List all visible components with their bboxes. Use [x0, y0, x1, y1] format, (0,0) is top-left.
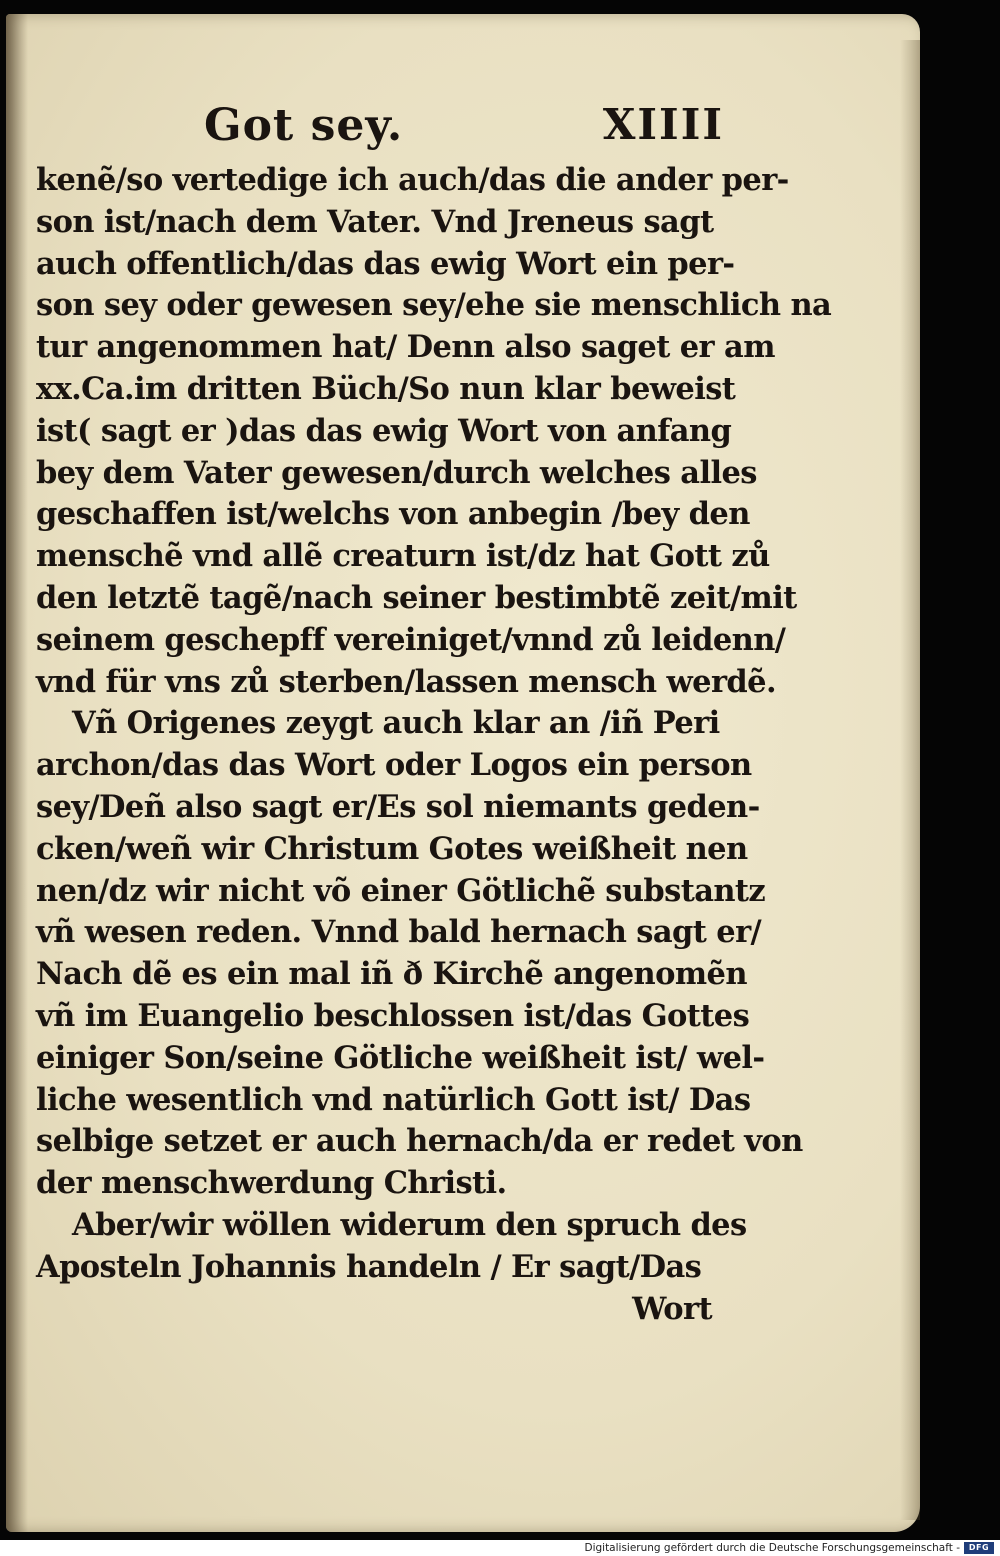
- text-line: bey dem Vater gewesen/durch welches alles: [36, 454, 757, 491]
- text-line: liche wesentlich vnd natürlich Gott ist/ Das: [36, 1081, 751, 1118]
- running-head: [36, 96, 726, 160]
- text-line: son sey oder gewesen sey/ehe sie menschlich na: [36, 287, 832, 324]
- text-line-paragraph-start: Vñ Origenes zeygt auch klar an /iñ Peri: [72, 705, 720, 742]
- text-line: Aposteln Johannis handeln / Er sagt/Das: [36, 1248, 702, 1285]
- text-line: selbige setzet er auch hernach/da er redet von: [36, 1123, 803, 1160]
- text-line: tur angenommen hat/ Denn also saget er am: [36, 329, 775, 366]
- text-line: vñ wesen reden. Vnnd bald hernach sagt er/: [36, 914, 762, 951]
- text-line: sey/Deñ also sagt er/Es sol niemants geden-: [36, 788, 760, 825]
- text-line: Nach dẽ es ein mal iñ ð Kirchẽ angenomẽn: [36, 956, 747, 993]
- text-line: den letztẽ tagẽ/nach seiner bestimbtẽ zeit/mit: [36, 579, 797, 616]
- text-line: auch offentlich/das das ewig Wort ein per-: [36, 245, 735, 282]
- text-line: vnd für vns zů sterben/lassen mensch werdẽ.: [36, 663, 776, 700]
- text-line: nen/dz wir nicht võ einer Götlichẽ substantz: [36, 872, 766, 909]
- text-line: xx.Ca.im dritten Büch/So nun klar beweist: [36, 370, 736, 407]
- text-line: der menschwerdung Christi.: [36, 1165, 507, 1202]
- text-line-paragraph-start: Aber/wir wöllen widerum den spruch des: [72, 1206, 747, 1243]
- catchword: Wort: [632, 1290, 712, 1327]
- text-line: ist( sagt er )das das ewig Wort von anfang: [36, 412, 732, 449]
- funding-credit: Digitalisierung gefördert durch die Deutsche Forschungsgemeinschaft -: [584, 1542, 960, 1554]
- text-line: kenẽ/so vertedige ich auch/das die ander per-: [36, 162, 789, 198]
- page-fore-edge: [900, 40, 920, 1520]
- page-text-block: [36, 96, 832, 1330]
- text-line: seinem geschepff vereiniget/vnnd zů leidenn/: [36, 621, 786, 658]
- dfg-logo: DFG: [964, 1542, 994, 1554]
- text-line: einiger Son/seine Götliche weißheit ist/ wel-: [36, 1039, 765, 1076]
- text-line: menschẽ vnd allẽ creaturn ist/dz hat Gott zů: [36, 538, 770, 575]
- text-line: son ist/nach dem Vater. Vnd Jreneus sagt: [36, 203, 714, 240]
- text-line: cken/weñ wir Christum Gotes weißheit nen: [36, 830, 748, 867]
- folio-number: XIIII: [602, 100, 724, 149]
- page-gutter-shadow: [6, 14, 28, 1532]
- text-line: vñ im Euangelio beschlossen ist/das Gottes: [36, 997, 750, 1034]
- running-head-title: Got sey.: [204, 100, 404, 151]
- text-line: archon/das das Wort oder Logos ein person: [36, 747, 752, 784]
- text-line: geschaffen ist/welchs von anbegin /bey den: [36, 496, 750, 533]
